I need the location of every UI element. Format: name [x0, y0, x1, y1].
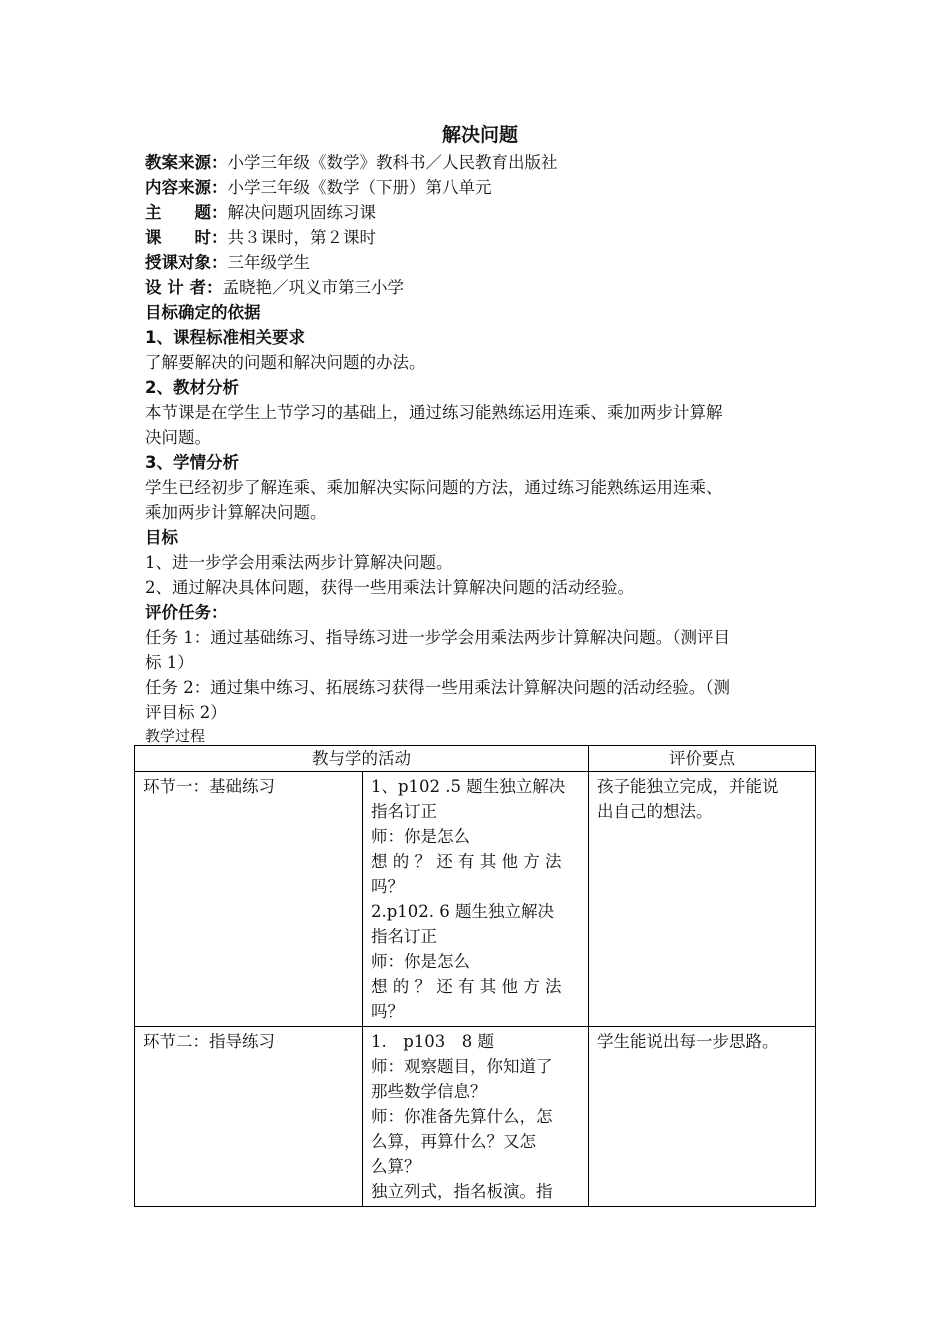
evaluation-cell: [589, 1027, 816, 1207]
meta-label: 教案来源：: [145, 153, 228, 172]
meta-value: 小学三年级《数学（下册）第八单元: [227, 178, 492, 197]
activity-line: 吗？: [371, 877, 404, 896]
meta-value: 小学三年级《数学》教科书／人民教育出版社: [227, 153, 558, 172]
meta-label: 课 时：: [145, 228, 228, 247]
document-page: [145, 120, 815, 747]
section-text: 决问题。: [145, 428, 211, 447]
task-item: 任务 1：通过基础练习、指导练习进一步学会用乘法两步计算解决问题。（测评目: [145, 628, 730, 647]
meta-line-audience: [145, 250, 815, 275]
evaluation-line: 学生能说出每一步思路。: [597, 1032, 779, 1051]
task-item: 任务 2：通过集中练习、拓展练习获得一些用乘法计算解决问题的活动经验。（测: [145, 678, 730, 697]
activity-line: 师：你准备先算什么，怎: [371, 1107, 553, 1126]
evaluation-line: 出自己的想法。: [597, 802, 713, 821]
section-text: 本节课是在学生上节学习的基础上，通过练习能熟练运用连乘、乘加两步计算解: [145, 403, 723, 422]
basis-heading: 目标确定的依据: [145, 303, 261, 322]
table-header: 教与学的活动: [135, 746, 589, 772]
stage-cell: 环节一：基础练习: [135, 772, 363, 1027]
goals-heading: 目标: [145, 528, 178, 547]
meta-label: 设 计 者：: [145, 278, 223, 297]
activity-line: 1、p102 .5 题生独立解决: [371, 777, 566, 796]
meta-line-source: [145, 150, 815, 175]
activity-line: 么算？: [371, 1157, 421, 1176]
table-row: [135, 772, 816, 1027]
meta-value: 孟晓艳／巩义市第三小学: [222, 278, 404, 297]
activity-line: 指名订正: [371, 927, 437, 946]
evaluation-line: 孩子能独立完成，并能说: [597, 777, 779, 796]
meta-value: 共３课时，第２课时: [227, 228, 376, 247]
process-table: [134, 745, 816, 1207]
section-heading: 3、学情分析: [145, 453, 239, 472]
meta-line-designer: [145, 275, 815, 300]
activity-line: 2.p102. 6 题生独立解决: [371, 902, 555, 921]
document-title: 解决问题: [441, 124, 518, 146]
table-header-row: [135, 746, 816, 772]
section-text: 了解要解决的问题和解决问题的办法。: [145, 353, 426, 372]
activity-cell: [363, 1027, 589, 1207]
activity-line: 1. p103 8 题: [371, 1032, 495, 1051]
meta-line-period: [145, 225, 815, 250]
evaluation-cell: [589, 772, 816, 1027]
goal-item: 2、通过解决具体问题，获得一些用乘法计算解决问题的活动经验。: [145, 578, 634, 597]
activity-line: 师：观察题目，你知道了: [371, 1057, 553, 1076]
activity-line: 指名订正: [371, 802, 437, 821]
process-caption: 教学过程: [145, 727, 206, 745]
section-heading: 2、教材分析: [145, 378, 239, 397]
meta-block: [145, 150, 815, 300]
activity-line: 想 的 ？ 还 有 其 他 方 法: [371, 977, 562, 996]
tasks-heading: 评价任务：: [145, 603, 228, 622]
goal-item: 1、进一步学会用乘法两步计算解决问题。: [145, 553, 453, 572]
table-row: [135, 1027, 816, 1207]
section-text: 乘加两步计算解决问题。: [145, 503, 327, 522]
meta-label: 内容来源：: [145, 178, 228, 197]
task-item: 评目标 2）: [145, 703, 227, 722]
activity-line: 独立列式，指名板演。指: [371, 1182, 553, 1201]
activity-cell: [363, 772, 589, 1027]
activity-line: 那些数学信息？: [371, 1082, 487, 1101]
activity-line: 么算，再算什么？又怎: [371, 1132, 536, 1151]
activity-line: 想 的 ？ 还 有 其 他 方 法: [371, 852, 562, 871]
meta-value: 三年级学生: [227, 253, 310, 272]
meta-label: 主 题：: [145, 203, 228, 222]
section-text: 学生已经初步了解连乘、乘加解决实际问题的方法，通过练习能熟练运用连乘、: [145, 478, 723, 497]
activity-line: 师：你是怎么: [371, 827, 470, 846]
meta-value: 解决问题巩固练习课: [227, 203, 376, 222]
meta-label: 授课对象：: [145, 253, 228, 272]
stage-cell: 环节二：指导练习: [135, 1027, 363, 1207]
section-heading: 1、课程标准相关要求: [145, 328, 305, 347]
meta-line-content: [145, 175, 815, 200]
activity-line: 师：你是怎么: [371, 952, 470, 971]
table-header: 评价要点: [589, 746, 816, 772]
activity-line: 吗？: [371, 1002, 404, 1021]
meta-line-topic: [145, 200, 815, 225]
task-item: 标 1）: [145, 653, 194, 672]
